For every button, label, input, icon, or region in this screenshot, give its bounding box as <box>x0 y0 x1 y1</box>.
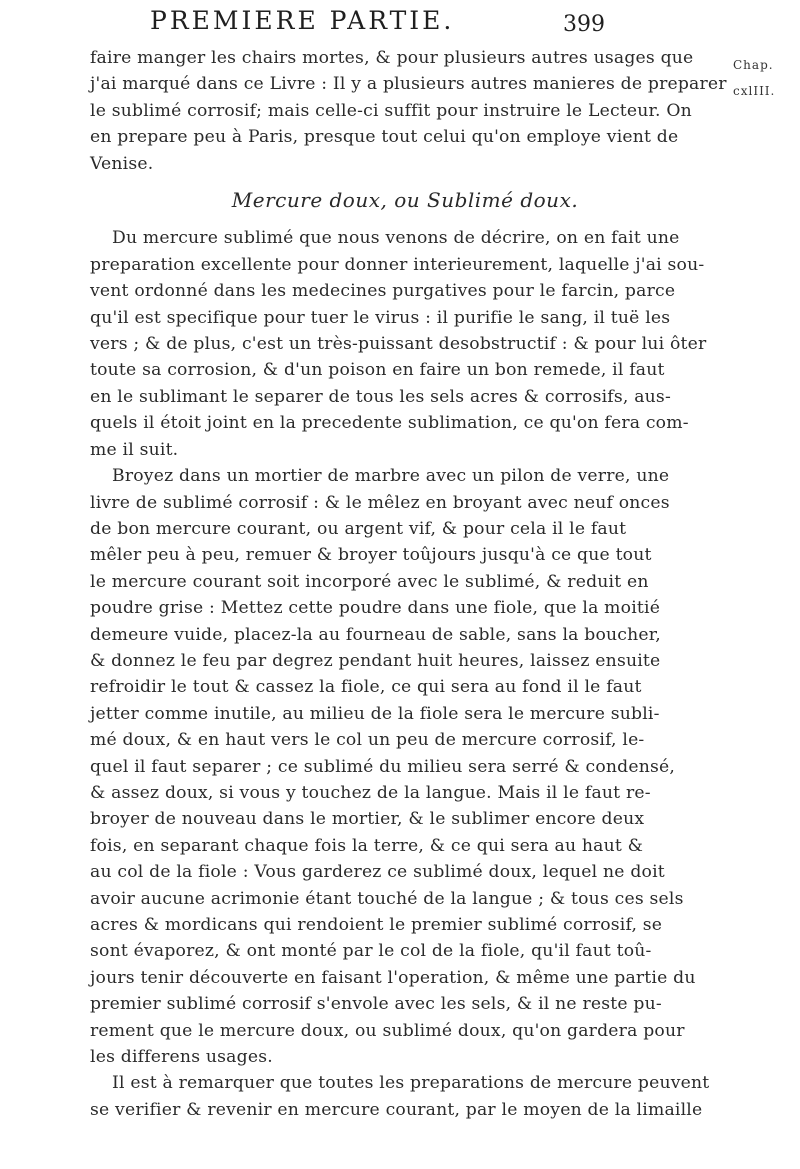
paragraph-remarquer <box>90 1070 720 1123</box>
text-line: faire manger les chairs mortes, & pour plusieurs autres usages que <box>90 48 694 68</box>
text-line: mêler peu à peu, remuer & broyer toûjours jusqu'à ce que tout <box>90 545 652 566</box>
text-line: poudre grise : Mettez cette poudre dans une fiole, que la moitié <box>90 598 661 619</box>
text-line: au col de la fiole : Vous garderez ce sublimé doux, lequel ne doit <box>90 862 665 883</box>
text-line: jours tenir découverte en faisant l'operation, & même une partie du <box>90 967 696 988</box>
margin-note-line: cxlIII. <box>733 84 776 98</box>
text-line: refroidir le tout & cassez la fiole, ce qui sera au fond il le faut <box>90 677 642 698</box>
text-line: demeure vuide, placez-la au fourneau de sable, sans la boucher, <box>90 624 661 645</box>
text-line: broyer de nouveau dans le mortier, & le sublimer encore deux <box>90 809 645 830</box>
text-line: Il est à remarquer que toutes les preparations de mercure peuvent <box>112 1073 710 1094</box>
text-line: les differens usages. <box>90 1047 273 1068</box>
text-line: rement que le mercure doux, ou sublimé doux, qu'on gardera pour <box>90 1020 685 1041</box>
text-line: en le sublimant le separer de tous les sels acres & corrosifs, aus- <box>90 386 671 407</box>
text-line: mé doux, & en haut vers le col un peu de mercure corrosif, le- <box>90 730 645 751</box>
text-line: livre de sublimé corrosif : & le mêlez en broyant avec neuf onces <box>90 492 670 513</box>
text-line: jetter comme inutile, au milieu de la fiole sera le mercure subli- <box>90 703 660 724</box>
text-line: le mercure courant soit incorporé avec le sublimé, & reduit en <box>90 571 649 592</box>
text-line: me il suit. <box>90 439 179 460</box>
text-line: sont évaporez, & ont monté par le col de la fiole, qu'il faut toû- <box>90 941 652 962</box>
text-line: & assez doux, si vous y touchez de la langue. Mais il le faut re- <box>90 782 651 803</box>
section-heading: Mercure doux, ou Sublimé doux. <box>231 188 579 213</box>
text-line: qu'il est specifique pour tuer le virus : il purifie le sang, il tuë les <box>90 307 671 328</box>
text-line: en prepare peu à Paris, presque tout celui qu'on employe vient de <box>90 127 679 148</box>
text-line: quels il étoit joint en la precedente sublimation, ce qu'on fera com- <box>90 413 689 434</box>
text-line: se verifier & revenir en mercure courant, par le moyen de la limaille <box>90 1099 703 1120</box>
paragraph-broyez <box>90 463 720 1070</box>
text-line: vers ; & de plus, c'est un très-puissant desobstructif : & pour lui ôter <box>90 334 707 355</box>
text-line: Du mercure sublimé que nous venons de décrire, on en fait une <box>112 228 680 249</box>
text-line: avoir aucune acrimonie étant touché de la langue ; & tous ces sels <box>90 888 684 909</box>
text-line: toute sa corrosion, & d'un poison en faire un bon remede, il faut <box>90 360 665 381</box>
text-line: & donnez le feu par degrez pendant huit heures, laissez ensuite <box>90 650 661 671</box>
text-line: Venise. <box>90 153 154 174</box>
text-line: vent ordonné dans les medecines purgatives pour le farcin, parce <box>90 281 676 302</box>
paragraph-continuation <box>90 45 727 177</box>
text-line: acres & mordicans qui rendoient le premier sublimé corrosif, se <box>90 915 663 935</box>
margin-note-line: Chap. <box>733 58 774 72</box>
paragraph-mercure-doux <box>90 225 720 463</box>
text-line: Broyez dans un mortier de marbre avec un pilon de verre, une <box>112 466 670 487</box>
text-line: fois, en separant chaque fois la terre, & ce qui sera au haut & <box>90 835 644 856</box>
body-text <box>90 45 727 1123</box>
text-line: premier sublimé corrosif s'envole avec les sels, & il ne reste pu- <box>90 994 662 1015</box>
running-head: PREMIERE PARTIE. <box>150 6 455 35</box>
text-line: le sublimé corrosif; mais celle-ci suffit pour instruire le Lecteur. On <box>90 100 692 121</box>
margin-note-chapter <box>733 52 797 104</box>
text-line: j'ai marqué dans ce Livre : Il y a plusieurs autres manieres de preparer <box>90 74 727 95</box>
text-line: de bon mercure courant, ou argent vif, & pour cela il le faut <box>90 518 627 539</box>
text-line: quel il faut separer ; ce sublimé du milieu sera serré & condensé, <box>90 756 676 777</box>
page-number: 399 <box>563 12 605 37</box>
text-line: preparation excellente pour donner interieurement, laquelle j'ai sou- <box>90 254 705 275</box>
